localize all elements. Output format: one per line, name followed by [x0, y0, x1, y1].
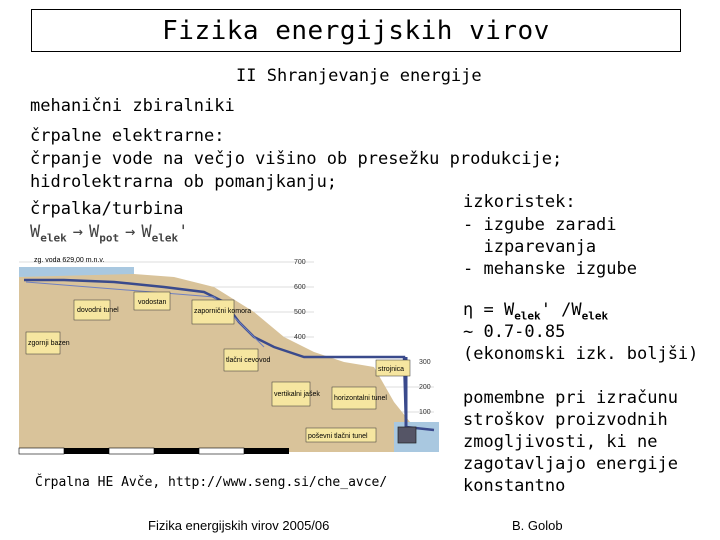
label-horizontalni-tunel: horizontalni tunel: [334, 395, 387, 402]
eta-sub-1: elek: [514, 309, 541, 323]
body-line-3: hidrolektrarna ob pomanjkanju;: [30, 172, 338, 192]
importance-line-4: zagotavljajo energije: [463, 454, 678, 474]
energy-formula: [30, 222, 188, 244]
body-line-4: črpalka/turbina: [30, 199, 184, 219]
body-line-2: črpanje vode na večjo višino ob presežku produkcije;: [30, 149, 563, 169]
eta-sub-2: elek: [581, 309, 609, 323]
slide-subtitle: II Shranjevanje energije: [236, 66, 482, 86]
scale-300: 300: [419, 359, 431, 366]
label-vertikalni-jasek: vertikalni jašek: [274, 391, 320, 398]
eta-middle: ' /W: [540, 300, 582, 320]
eta-lhs: η = W: [463, 300, 515, 320]
label-posevni-tunel: poševni tlačni tunel: [308, 433, 368, 440]
label-vodostan: vodostan: [138, 299, 167, 306]
scale-200: 200: [419, 384, 431, 391]
formula-w2: W: [89, 222, 100, 242]
label-strojnica: strojnica: [378, 366, 405, 373]
importance-line-5: konstantno: [463, 476, 566, 496]
formula-sub-elek-2: elek: [151, 231, 179, 245]
importance-line-1: pomembne pri izračunu: [463, 388, 678, 408]
eta-range: ~ 0.7-0.85: [463, 322, 566, 342]
formula-arrow-2: →: [125, 222, 136, 242]
loss-line-2: izparevanja: [463, 237, 597, 257]
scale-400: 400: [294, 334, 306, 341]
label-dovodni-tunel: dovodni tunel: [77, 307, 119, 314]
pumped-storage-diagram: [14, 252, 450, 477]
scale-700: 700: [294, 259, 306, 266]
footer-author: B. Golob: [512, 518, 563, 533]
diagram-caption: Črpalna HE Avče, http://www.seng.si/che_avce/: [35, 475, 388, 490]
slide-title: Fizika energijskih virov: [31, 9, 681, 52]
upper-water-label: zg. voda 629,00 m.n.v.: [34, 257, 105, 264]
formula-prime: ': [178, 222, 189, 242]
formula-arrow-1: →: [72, 222, 83, 242]
efficiency-heading: izkoristek:: [463, 192, 576, 212]
label-zgornji-bazen: zgornji bazen: [28, 340, 70, 347]
label-zaporni-komora: zapornični komora: [194, 308, 252, 315]
body-line-1: črpalne elektrarne:: [30, 126, 225, 146]
economic-note: (ekonomski izk. boljši): [463, 344, 699, 364]
scale-100: 100: [419, 409, 431, 416]
formula-sub-elek: elek: [40, 231, 67, 245]
loss-line-1: - izgube zaradi: [463, 215, 617, 235]
formula-sub-pot: pot: [99, 231, 120, 245]
importance-line-2: stroškov proizvodnih: [463, 410, 668, 430]
formula-w3: W: [141, 222, 152, 242]
footer-course: Fizika energijskih virov 2005/06: [148, 518, 330, 533]
importance-line-3: zmogljivosti, ki ne: [463, 432, 658, 452]
loss-line-3: - mehanske izgube: [463, 259, 637, 279]
label-tlacni-cevovod: tlačni cevovod: [226, 357, 271, 364]
scale-600: 600: [294, 284, 306, 291]
eta-formula: [463, 300, 608, 322]
formula-w1: W: [30, 222, 41, 242]
section-label: mehanični zbiralniki: [30, 96, 235, 116]
scale-500: 500: [294, 309, 306, 316]
